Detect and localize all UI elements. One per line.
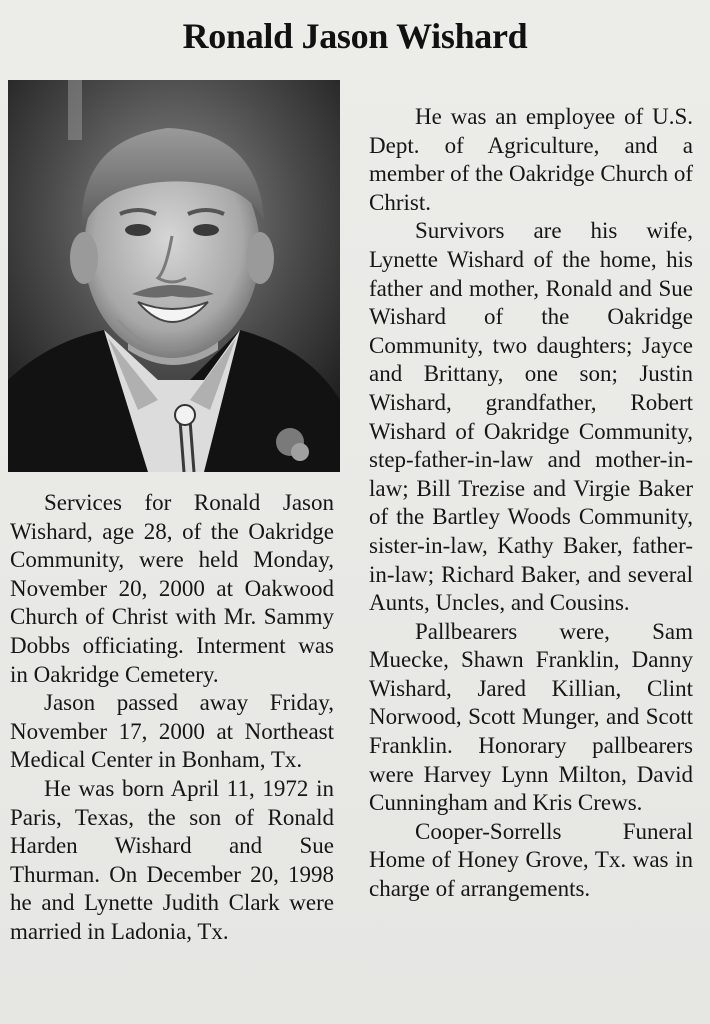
survivors-paragraph: Survivors are his wife, Lynette Wishard of the home, his father and mother, Ronald and Sue Wishard of the Oakridge Community, two daughters; Jayce and Brittany, one son; Justin Wishard, grandfather, Robert Wishard of Oakridge Community, step-father-in-law and mother-in-law; Bill Trezise and Virgie Baker of the Bartley Woods Community, sister-in-law, Kathy Baker, father-in-law; Richard Baker, and several Aunts, Uncles, and Cousins. — [369, 218, 693, 616]
employment-paragraph: He was an employee of U.S. Dept. of Agriculture, and a member of the Oakridge Church of Christ. — [369, 104, 693, 215]
portrait-photo — [8, 80, 340, 472]
arrangements-paragraph: Cooper-Sorrells Funeral Home of Honey Grove, Tx. was in charge of arrangements. — [369, 818, 693, 902]
passing-paragraph: Jason passed away Friday, November 17, 2000 at Northeast Medical Center in Bonham, Tx. — [10, 690, 334, 773]
obituary-column-right — [369, 103, 693, 904]
obituary-column-left — [10, 489, 334, 947]
pallbearers-paragraph: Pallbearers were, Sam Muecke, Shawn Franklin, Danny Wishard, Jared Killian, Clint Norwood, Scott Munger, and Scott Franklin. Honorary pallbearers were Harvey Lynn Milton, David Cunningham and Kris Crews. — [369, 618, 693, 816]
services-paragraph: Services for Ronald Jason Wishard, age 28, of the Oakridge Community, were held Monday, November 20, 2000 at Oakwood Church of Christ with Mr. Sammy Dobbs officiating. Interment was in Oakridge Cemetery. — [10, 490, 334, 687]
birth-marriage-paragraph: He was born April 11, 1972 in Paris, Texas, the son of Ronald Harden Wishard and Sue Thurman. On December 20, 1998 he and Lynette Judith Clark were married in Ladonia, Tx. — [10, 775, 334, 944]
obituary-headline: Ronald Jason Wishard — [182, 16, 528, 56]
